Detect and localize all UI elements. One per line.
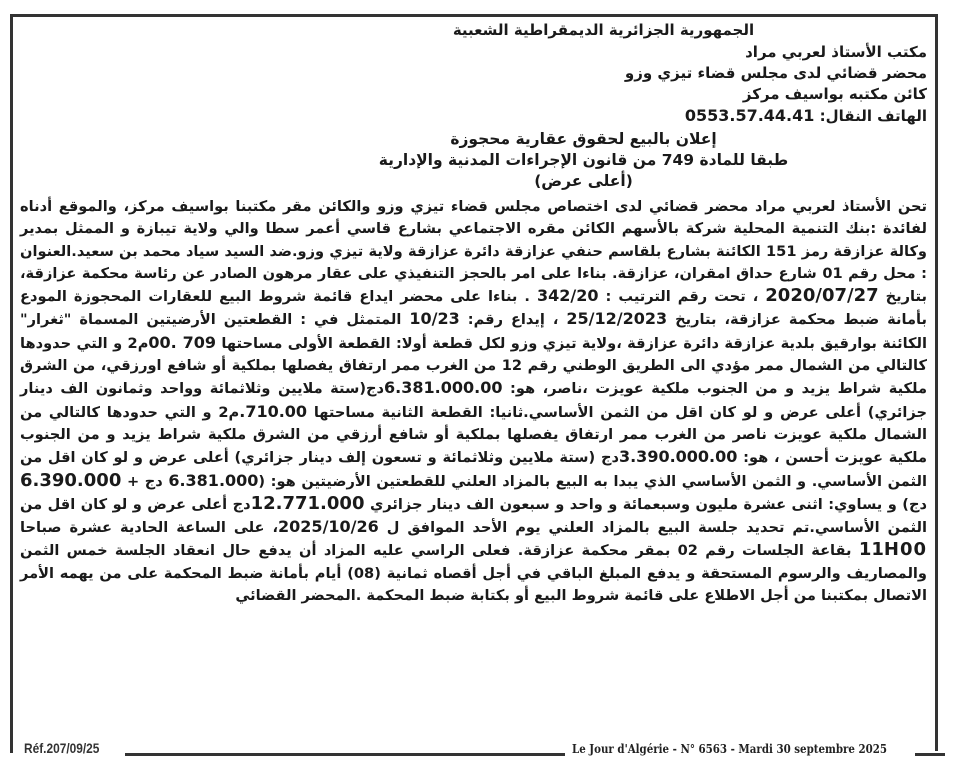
body-text-8: م2 و التي حدودها كالتالي من الشمال ملكية عويزت ناصر من الغرب ممر ارتفاق يفصلها بملكية أو شافع أرزقي من الشرق ملكية شراط يزيد و من الجنوب ملكية عويزت أحسن ، هو: bbox=[20, 403, 927, 467]
office-name: مكتب الأستاذ لعربي مراد bbox=[745, 43, 927, 61]
phone-label: الهاتف النقال: bbox=[819, 107, 927, 125]
order-ref: 342/20 bbox=[536, 286, 599, 306]
bailiff-title: محضر قضائي لدى مجلس قضاء تيزي وزو bbox=[624, 64, 927, 82]
body-text-10: دج + bbox=[126, 472, 163, 490]
body-text-11: دج) و يساوي: اثنى عشرة مليون وسبعمائة و واحد و سبعون الف دينار جزائري bbox=[369, 495, 927, 513]
office-address: كائن مكتبه بواسيف مركز bbox=[742, 85, 927, 103]
legal-notice bbox=[16, 20, 931, 607]
body-text-4: ، إيداع رقم: bbox=[467, 311, 559, 329]
deposit-date: 25/12/2023 bbox=[566, 309, 668, 329]
deposit-ref: 10/23 bbox=[409, 309, 460, 329]
notice-body bbox=[16, 194, 931, 607]
footer-rule-right bbox=[915, 753, 945, 756]
body-text-6: م2 و التي حدودها كالتالي من الشمال ممر مؤدي الى الطريق الوطني رقم 12 من الغرب ممر ارتفاق يفصلها بملكية أو شافع اورزقي، من الشرق ملكية شراط يزيد و من الجنوب ملكية عويزت ،ناصر، هو: bbox=[20, 334, 928, 398]
title-line-1: إعلان بالبيع لحقوق عقارية محجوزة bbox=[450, 130, 717, 148]
phone-line bbox=[16, 105, 931, 127]
phone-number: 0553.57.44.41 bbox=[684, 106, 815, 125]
title-line-2: طبقا للمادة 749 من قانون الإجراءات المدنية والإدارية bbox=[378, 151, 789, 169]
body-text-2: ، تحت رقم الترتيب : bbox=[605, 288, 759, 306]
notice-title bbox=[16, 129, 931, 192]
auction-time: 11H00 bbox=[858, 539, 927, 561]
republic-heading: الجمهورية الجزائرية الديمقراطية الشعبية bbox=[452, 21, 755, 39]
order-date: 2020/07/27 bbox=[765, 285, 879, 307]
plot2-area: .710.00 bbox=[239, 401, 308, 421]
body-text-12: دج أعلى عرض و لو كان اقل من الثمن الأساسي.تم تحديد جلسة البيع بالمزاد العلني يوم الأحد الموافق ل bbox=[20, 495, 927, 537]
body-text-13: ، على الساعة الحادية عشرة صباحا bbox=[20, 519, 279, 537]
body-text-9: دج (ستة ملايين وثلاثمائة و تسعون إلف دينار جزائري) أعلى عرض و لو كان اقل من الثمن الأساسي. و الثمن الأساسي الذي يبدا به البيع بالمزاد العلني للقطعتين الأرضيتين هو: ( bbox=[20, 449, 927, 490]
footer-rule bbox=[125, 753, 565, 756]
body-text-14: بقاعة الجلسات رقم 02 بمقر محكمة عزازقة. فعلى الراسي عليه المزاد أن يدفع حال انعقاد الجلسة خمس الثمن والمصاريف والرسوم المستحقة و يدفع المبلغ الباقي في أجل أقصاه ثمانية (08) أيام بأمانة ضبط المحكمة على من يهمه الأمر الاتصال بمكتبنا من أجل الاطلاع على قائمة شروط البيع أو بكتابة ضبط المحكمة .المحضر القضائي bbox=[20, 542, 927, 605]
plot1-price: 6.381.000.00 bbox=[384, 378, 503, 398]
body-text-3: . بناءا على محضر ايداع قائمة شروط البيع للعقارات المحجوزة المودع بأمانة ضبط محكمة عزازقة، بتاريخ bbox=[20, 288, 927, 329]
title-line-3: (أعلى عرض) bbox=[534, 172, 633, 190]
auction-date: 2025/10/26 bbox=[278, 517, 379, 537]
reference-number: Réf.207/09/25 bbox=[24, 740, 100, 756]
body-text-7: دج(ستة ملايين وثلاثمائة وواحد وثمانون الف دينار جزائري) أعلى عرض و لو كان اقل من الثمن الأساسي.ثانيا: القطعة الثانية مساحتها bbox=[20, 380, 927, 421]
plot1-area: 00. 709 bbox=[148, 332, 217, 352]
total-price: 12.771.000 bbox=[250, 492, 365, 514]
footer bbox=[10, 740, 940, 764]
publication-info: Le Jour d'Algérie - N° 6563 - Mardi 30 septembre 2025 bbox=[572, 741, 888, 756]
body-text-5: المتمثل في : القطعتين الأرضيتين المسماة "ثغرار" الكائنة بوارقيق بلدية عزازقة دائرة عزازقة ،ولاية تيزي وزو لكل قطعة أولا: القطعة الأولى مساحتها bbox=[20, 311, 928, 352]
body-text-1: تحن الأستاذ لعربي مراد محضر قضائي لدى اختصاص مجلس قضاء تيزي وزو والكائن مقر مكتبنا بواسيف مركز، والموقع أدناه لفائدة :بنك التنمية المحلية شركة بالأسهم الكائن مقره الاجتماعي بشارع قاسي أعمر سطا والي ولاية تيبازة و الممثل بمدير وكالة عزازقة رمز 151 الكائنة بشارع بلقاسم حنفي عزازقة دائرة عزازقة ولاية تيزي وزو.ضد السيد سياد محمد بن سعيد.العنوان : محل رقم 01 شارع حداق امقران، عزازقة. بناءا على امر بالحجز التنفيذي على عقار مرهون الصادر عن رئاسة محكمة عزازقة، بتاريخ bbox=[20, 198, 928, 306]
base-price-1: 6.381.000 bbox=[168, 470, 259, 490]
base-price-2: 6.390.000 bbox=[20, 469, 122, 491]
plot2-price: 3.390.000.00 bbox=[618, 447, 738, 467]
